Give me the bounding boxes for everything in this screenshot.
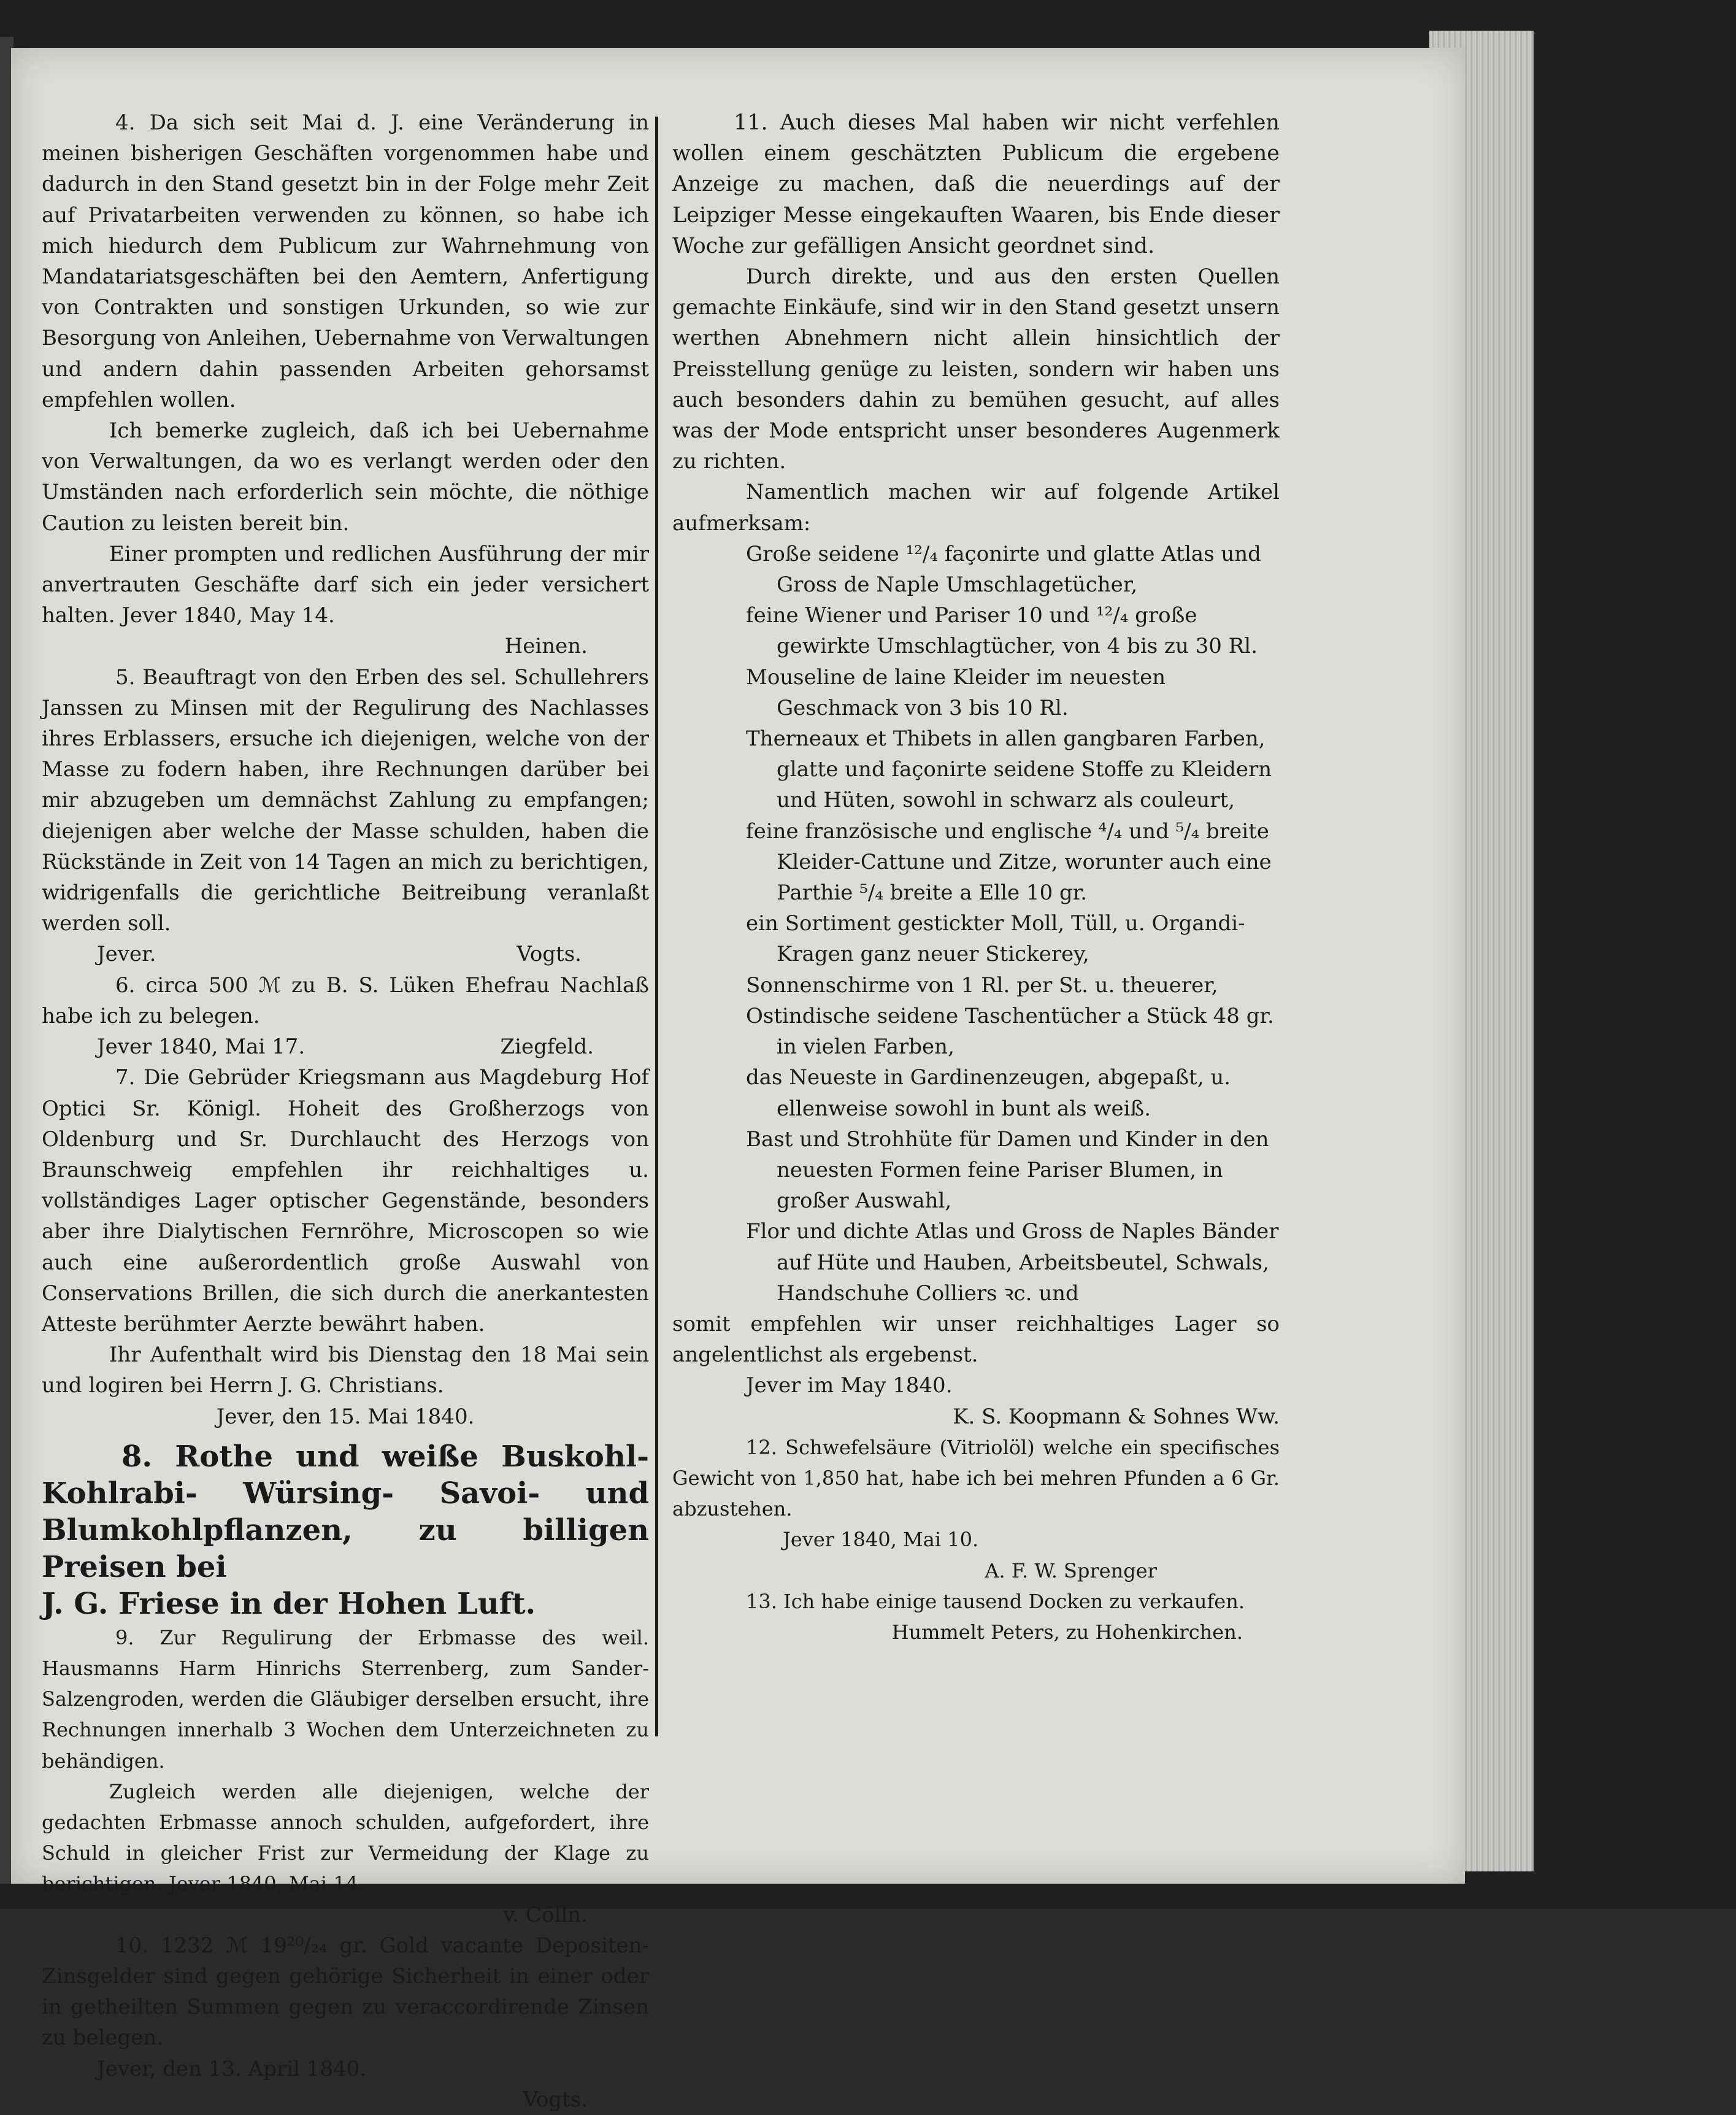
notice-6-signature: Ziegfeld. <box>500 1034 594 1060</box>
article-item: das Neueste in Gardinenzeugen, abgepaßt, u. ellenweise sowohl in bunt als weiß. <box>746 1065 1231 1121</box>
notice-8-merchant: J. G. Friese in der Hohen Luft. <box>42 1586 536 1621</box>
notice-4-signature: Heinen. <box>504 634 588 659</box>
notice-12-date: Jever 1840, Mai 10. <box>783 1528 979 1552</box>
notice-11: 11. Auch dieses Mal haben wir nicht verfehlen wollen einem geschätzten Publicum die ergebene Anzeige zu machen, daß die neuerdings auf der Leipziger Messe eingekauften Waaren, bis Ende dieser Woche zur gefälligen Ansicht geordnet sind. <box>672 110 1280 258</box>
notice-12: 12. Schwefelsäure (Vitriolöl) welche ein specifisches Gewicht von 1,850 hat, habe ich bei mehren Pfunden a 6 Gr. abzustehen. <box>672 1435 1280 1521</box>
article-item: ein Sortiment gestickter Moll, Tüll, u. Organdi-Kragen ganz neuer Stickerey, <box>746 911 1245 967</box>
notice-10-signature: Vogts. <box>523 2087 588 2112</box>
article-list <box>672 539 1280 1309</box>
notice-8-heading: 8. Rothe und weiße Buskohl-Kohlrabi- Würsing- Savoi- und Blumkohlpflanzen, zu billigen Preisen bei <box>42 1439 649 1584</box>
notice-11-date: Jever im May 1840. <box>746 1373 953 1398</box>
notice-11-closing: somit empfehlen wir unser reichhaltiges Lager so angelentlichst als ergebenst. <box>672 1311 1280 1368</box>
notice-9-signature: v. Cölln. <box>503 1902 588 1927</box>
notice-4-paragraph-2: Ich bemerke zugleich, daß ich bei Uebernahme von Verwaltungen, da wo es verlangt werden oder den Umständen nach erforderlich sein möchte, die nöthige Caution zu leisten bereit bin. <box>42 418 649 536</box>
article-item: Mouseline de laine Kleider im neuesten Geschmack von 3 bis 10 Rl. <box>746 665 1166 720</box>
notice-4-paragraph-3: Einer prompten und redlichen Ausführung der mir anvertrauten Geschäfte darf sich ein jeder versichert halten. Jever 1840, May 14. <box>42 541 649 628</box>
notice-6-footer <box>42 1031 649 1062</box>
left-column <box>42 107 649 2115</box>
notice-4: 4. Da sich seit Mai d. J. eine Veränderung in meinen bisherigen Geschäften vorgenommen habe und dadurch in den Stand gesetzt bin in der Folge mehr Zeit auf Privatarbeiten verwenden zu können, so habe ich mich hiedurch dem Publicum zur Wahrnehmung von Mandatariatsgeschäften bei den Aemtern, Anfertigung von Contrakten und sonstigen Urkunden, so wie zur Besorgung von Anleihen, Uebernahme von Verwaltungen und andern dahin passenden Arbeiten gehorsamst empfehlen wollen. <box>42 110 649 412</box>
notice-5: 5. Beauftragt von den Erben des sel. Schullehrers Janssen zu Minsen mit der Regulirung des Nachlasses ihres Erblassers, ersuche ich diejenigen, welche von der Masse zu fodern haben, ihre Rechnungen darüber bei mir abzugeben um demnächst Zahlung zu empfangen; diejenigen aber welche der Masse schulden, haben die Rückstände in Zeit von 14 Tagen an mich zu berichtigen, widrigenfalls die gerichtliche Beitreibung veranlaßt werden soll. <box>42 665 649 936</box>
right-column <box>672 107 1280 1647</box>
article-item: feine Wiener und Pariser 10 und ¹²/₄ große gewirkte Umschlagtücher, von 4 bis zu 30 Rl. <box>746 603 1258 659</box>
notice-11-signature: K. S. Koopmann & Sohnes Ww. <box>953 1404 1280 1429</box>
notice-6: 6. circa 500 ℳ zu B. S. Lüken Ehefrau Nachlaß habe ich zu belegen. <box>42 973 649 1028</box>
article-item: Bast und Strohhüte für Damen und Kinder in den neuesten Formen feine Pariser Blumen, in großer Auswahl, <box>746 1127 1269 1214</box>
notice-13-signature: Hummelt Peters, zu Hohenkirchen. <box>891 1620 1243 1644</box>
notice-7-date: Jever, den 15. Mai 1840. <box>216 1404 475 1429</box>
notice-12-signature: A. F. W. Sprenger <box>985 1558 1157 1582</box>
notice-6-place: Jever 1840, Mai 17. <box>97 1034 305 1060</box>
column-divider <box>655 117 658 1736</box>
notice-9-paragraph-2: Zugleich werden alle diejenigen, welche der gedachten Erbmasse annoch schulden, aufgefordert, ihre Schuld in gleicher Frist zur Vermeidung der Klage zu berichtigen. Jever 1840, Mai 14. <box>42 1779 649 1896</box>
article-item: feine französische und englische ⁴/₄ und ⁵/₄ breite Kleider-Cattune und Zitze, worunter auch eine Parthie ⁵/₄ breite a Elle 10 gr. <box>746 819 1272 906</box>
article-item: Sonnenschirme von 1 Rl. per St. u. theuerer, <box>746 973 1218 998</box>
notice-9: 9. Zur Regulirung der Erbmasse des weil. Hausmanns Harm Hinrichs Sterrenberg, zum Sander-Salzengroden, werden die Gläubiger derselben ersucht, ihre Rechnungen innerhalb 3 Wochen dem Unterzeichneten zu behändigen. <box>42 1625 649 1773</box>
article-item: Große seidene ¹²/₄ façonirte und glatte Atlas und Gross de Naple Umschlagetücher, <box>746 541 1261 598</box>
notice-5-signature: Vogts. <box>517 942 582 967</box>
notice-5-footer <box>42 939 649 969</box>
article-item: Therneaux et Thibets in allen gangbaren Farben, glatte und façonirte seidene Stoffe zu Kleidern und Hüten, sowohl in schwarz als couleurt, <box>746 726 1272 813</box>
notice-7-paragraph-2: Ihr Aufenthalt wird bis Dienstag den 18 Mai sein und logiren bei Herrn J. G. Christians. <box>42 1343 649 1398</box>
notice-10: 10. 1232 ℳ 19²⁰/₂₄ gr. Gold vacante Depositen-Zinsgelder sind gegen gehörige Sicherheit in einer oder in getheilten Summen gegen zu veraccordirende Zinsen zu belegen. <box>42 1933 649 2051</box>
notice-11-paragraph-2: Durch direkte, und aus den ersten Quellen gemachte Einkäufe, sind wir in den Stand gesetzt unsern werthen Abnehmern nicht allein hinsichtlich der Preisstellung genüge zu leisten, sondern wir haben uns auch besonders dahin zu bemühen gesucht, auf alles was der Mode entspricht unser besonderes Augenmerk zu richten. <box>672 264 1280 474</box>
article-item: Ostindische seidene Taschentücher a Stück 48 gr. in vielen Farben, <box>746 1003 1274 1060</box>
notice-10-date: Jever, den 13. April 1840. <box>97 2056 367 2081</box>
notice-11-paragraph-3: Namentlich machen wir auf folgende Artikel aufmerksam: <box>672 480 1280 536</box>
notice-7: 7. Die Gebrüder Kriegsmann aus Magdeburg Hof Optici Sr. Königl. Hoheit des Großherzogs von Oldenburg und Sr. Durchlaucht des Herzogs von Braunschweig empfehlen ihr reichhaltiges u. vollständiges Lager optischer Gegenstände, besonders aber ihre Dialytischen Fernröhre, Microscopen so wie auch eine außerordentlich große Auswahl von Conservations Brillen, die sich durch die anerkantesten Atteste berühmter Aerzte bewährt haben. <box>42 1065 649 1336</box>
article-item: Flor und dichte Atlas und Gross de Naples Bänder auf Hüte und Hauben, Arbeitsbeutel, Schwals, Handschuhe Colliers ꝛc. und <box>746 1219 1279 1306</box>
notice-13: 13. Ich habe einige tausend Docken zu verkaufen. <box>746 1589 1245 1613</box>
notice-5-place: Jever. <box>97 942 156 967</box>
